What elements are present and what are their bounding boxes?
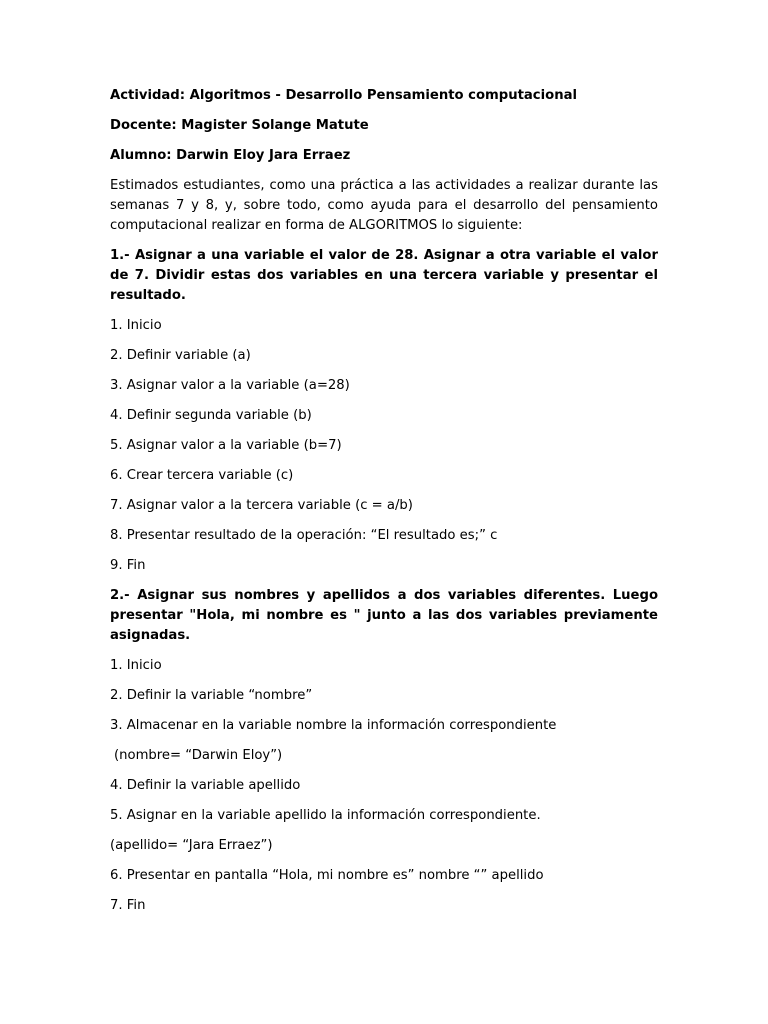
exercise-1-step: 9. Fin bbox=[110, 558, 146, 573]
exercise-2-step: 5. Asignar en la variable apellido la información correspondiente. bbox=[110, 808, 541, 823]
exercise-1-step: 8. Presentar resultado de la operación: “El resultado es;” c bbox=[110, 528, 498, 543]
exercise-2-step: (nombre= “Darwin Eloy”) bbox=[114, 748, 283, 763]
exercise-1-step: 4. Definir segunda variable (b) bbox=[110, 408, 312, 423]
exercise-2-step: 1. Inicio bbox=[110, 658, 162, 673]
exercise-1-step: 3. Asignar valor a la variable (a=28) bbox=[110, 378, 350, 393]
docente-heading: Docente: Magister Solange Matute bbox=[110, 118, 369, 133]
exercise-1-step: 1. Inicio bbox=[110, 318, 162, 333]
exercise-2-step: 2. Definir la variable “nombre” bbox=[110, 688, 313, 703]
alumno-heading: Alumno: Darwin Eloy Jara Erraez bbox=[110, 148, 351, 163]
exercise-1-step: 6. Crear tercera variable (c) bbox=[110, 468, 294, 483]
intro-paragraph: Estimados estudiantes, como una práctica a las actividades a realizar durante las semanas 7 y 8, y, sobre todo, como ayuda para el desarrollo del pensamiento computacional realizar en forma de ALGORITMOS lo siguiente: bbox=[110, 178, 658, 233]
actividad-heading: Actividad: Algoritmos - Desarrollo Pensamiento computacional bbox=[110, 88, 578, 103]
exercise-2-step: (apellido= “Jara Erraez”) bbox=[110, 838, 273, 853]
exercise-2-step: 3. Almacenar en la variable nombre la información correspondiente bbox=[110, 718, 557, 733]
exercise-2-step: 4. Definir la variable apellido bbox=[110, 778, 301, 793]
exercise-2-step: 7. Fin bbox=[110, 898, 146, 913]
exercise-1-step: 7. Asignar valor a la tercera variable (c = a/b) bbox=[110, 498, 413, 513]
exercise-2-title: 2.- Asignar sus nombres y apellidos a dos variables diferentes. Luego presentar "Hola, mi nombre es " junto a las dos variables previamente asignadas. bbox=[110, 588, 658, 643]
exercise-1-step: 2. Definir variable (a) bbox=[110, 348, 251, 363]
exercise-1-title: 1.- Asignar a una variable el valor de 28. Asignar a otra variable el valor de 7. Dividir estas dos variables en una tercera variable y presentar el resultado. bbox=[110, 248, 658, 303]
exercise-2-step: 6. Presentar en pantalla “Hola, mi nombre es” nombre “” apellido bbox=[110, 868, 544, 883]
exercise-1-step: 5. Asignar valor a la variable (b=7) bbox=[110, 438, 342, 453]
